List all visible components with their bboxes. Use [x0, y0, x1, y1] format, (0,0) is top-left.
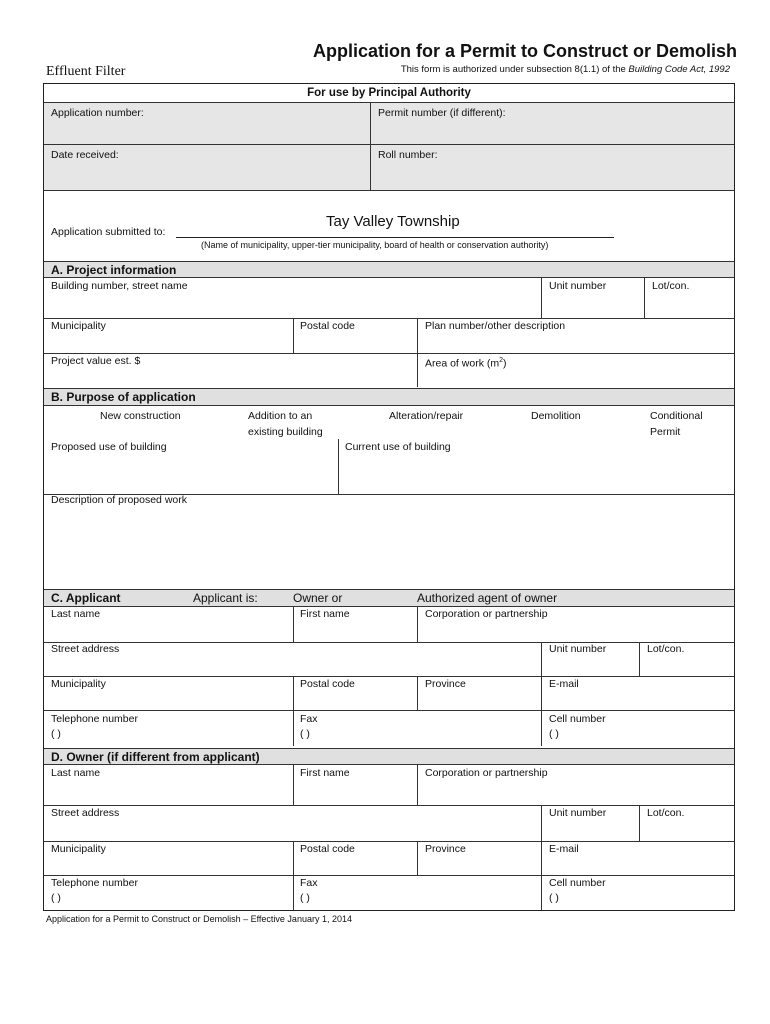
applicant-agent-option[interactable]: Authorized agent of owner — [417, 591, 558, 605]
c-fax-label: Fax — [300, 713, 318, 725]
permit-number-label: Permit number (if different): — [378, 107, 506, 119]
c-telephone-paren: ( ) — [51, 728, 61, 740]
application-number-field[interactable] — [44, 102, 371, 144]
d-province-label: Province — [425, 843, 466, 855]
c-telephone-label: Telephone number — [51, 713, 138, 725]
area-sup: 2 — [499, 357, 504, 364]
roll-number-field[interactable] — [371, 144, 734, 190]
d-email-label: E-mail — [549, 843, 579, 855]
d-postal-code-label: Postal code — [300, 843, 355, 855]
date-received-label: Date received: — [51, 149, 119, 161]
unit-number-label: Unit number — [549, 280, 607, 292]
d-telephone-label: Telephone number — [51, 877, 138, 889]
subtitle-prefix: This form is authorized under subsection 8(1.1) of the — [400, 64, 629, 75]
postal-code-label: Postal code — [300, 320, 355, 332]
area-close: ) — [503, 357, 507, 370]
option-conditional-line1[interactable]: Conditional — [650, 410, 703, 422]
d-fax-label: Fax — [300, 877, 318, 889]
option-alteration[interactable]: Alteration/repair — [389, 410, 464, 422]
permit-number-field[interactable] — [371, 102, 734, 144]
page-title: Application for a Permit to Construct or Demolish — [312, 41, 737, 61]
section-c-heading: C. Applicant — [51, 591, 121, 605]
option-demolition[interactable]: Demolition — [531, 410, 581, 422]
option-addition-line2[interactable]: existing building — [248, 426, 323, 438]
c-postal-code-label: Postal code — [300, 678, 355, 690]
submitted-to-label: Application submitted to: — [51, 226, 166, 238]
d-cell-paren: ( ) — [549, 892, 559, 904]
d-telephone-paren: ( ) — [51, 892, 61, 904]
option-addition-line1[interactable]: Addition to an — [248, 410, 313, 422]
building-number-label: Building number, street name — [51, 280, 188, 292]
c-first-name-label: First name — [300, 608, 350, 620]
submitted-to-value[interactable]: Tay Valley Township — [326, 213, 460, 230]
d-municipality-label: Municipality — [51, 843, 106, 855]
date-received-field[interactable] — [44, 144, 371, 190]
c-street-address-label: Street address — [51, 643, 120, 655]
d-unit-number-label: Unit number — [549, 807, 607, 819]
d-fax-paren: ( ) — [300, 892, 310, 904]
applicant-is-label: Applicant is: — [193, 591, 258, 605]
c-unit-number-label: Unit number — [549, 643, 607, 655]
c-province-label: Province — [425, 678, 466, 690]
roll-number-label: Roll number: — [378, 149, 438, 161]
section-c-heading-bar — [44, 589, 734, 607]
submitted-to-hint: (Name of municipality, upper-tier municipality, board of health or conservation authority) — [201, 240, 549, 250]
c-cell-label: Cell number — [549, 713, 606, 725]
c-corporation-label: Corporation or partnership — [425, 608, 548, 620]
area-of-work-label — [425, 353, 507, 372]
c-email-label: E-mail — [549, 678, 579, 690]
d-first-name-label: First name — [300, 767, 350, 779]
section-a-heading: A. Project information — [44, 261, 734, 278]
d-lot-con-label: Lot/con. — [647, 807, 685, 819]
current-use-label: Current use of building — [345, 441, 451, 453]
proposed-use-label: Proposed use of building — [51, 441, 167, 453]
c-municipality-label: Municipality — [51, 678, 106, 690]
section-d-heading: D. Owner (if different from applicant) — [44, 748, 734, 765]
option-conditional-line2[interactable]: Permit — [650, 426, 681, 438]
c-fax-paren: ( ) — [300, 728, 310, 740]
permit-form — [43, 83, 735, 911]
application-number-label: Application number: — [51, 107, 144, 119]
description-label: Description of proposed work — [51, 494, 187, 506]
lot-con-label: Lot/con. — [652, 280, 690, 292]
effluent-filter-label: Effluent Filter — [46, 64, 126, 79]
page-footer: Application for a Permit to Construct or Demolish – Effective January 1, 2014 — [46, 914, 352, 924]
page-subtitle — [401, 64, 730, 75]
c-lot-con-label: Lot/con. — [647, 643, 685, 655]
subtitle-act: Building Code Act, 1992 — [628, 64, 730, 75]
area-of-work-text: Area of work (m — [425, 357, 500, 370]
d-street-address-label: Street address — [51, 807, 120, 819]
section-b-heading: B. Purpose of application — [44, 388, 734, 406]
applicant-owner-option[interactable]: Owner or — [293, 591, 343, 605]
plan-number-label: Plan number/other description — [425, 320, 566, 332]
c-last-name-label: Last name — [51, 608, 101, 620]
d-corporation-label: Corporation or partnership — [425, 767, 548, 779]
option-new-construction[interactable]: New construction — [100, 410, 181, 422]
d-last-name-label: Last name — [51, 767, 101, 779]
c-cell-paren: ( ) — [549, 728, 559, 740]
municipality-label: Municipality — [51, 320, 106, 332]
project-value-label: Project value est. $ — [51, 355, 141, 367]
d-cell-label: Cell number — [549, 877, 606, 889]
authority-heading: For use by Principal Authority — [307, 87, 471, 99]
